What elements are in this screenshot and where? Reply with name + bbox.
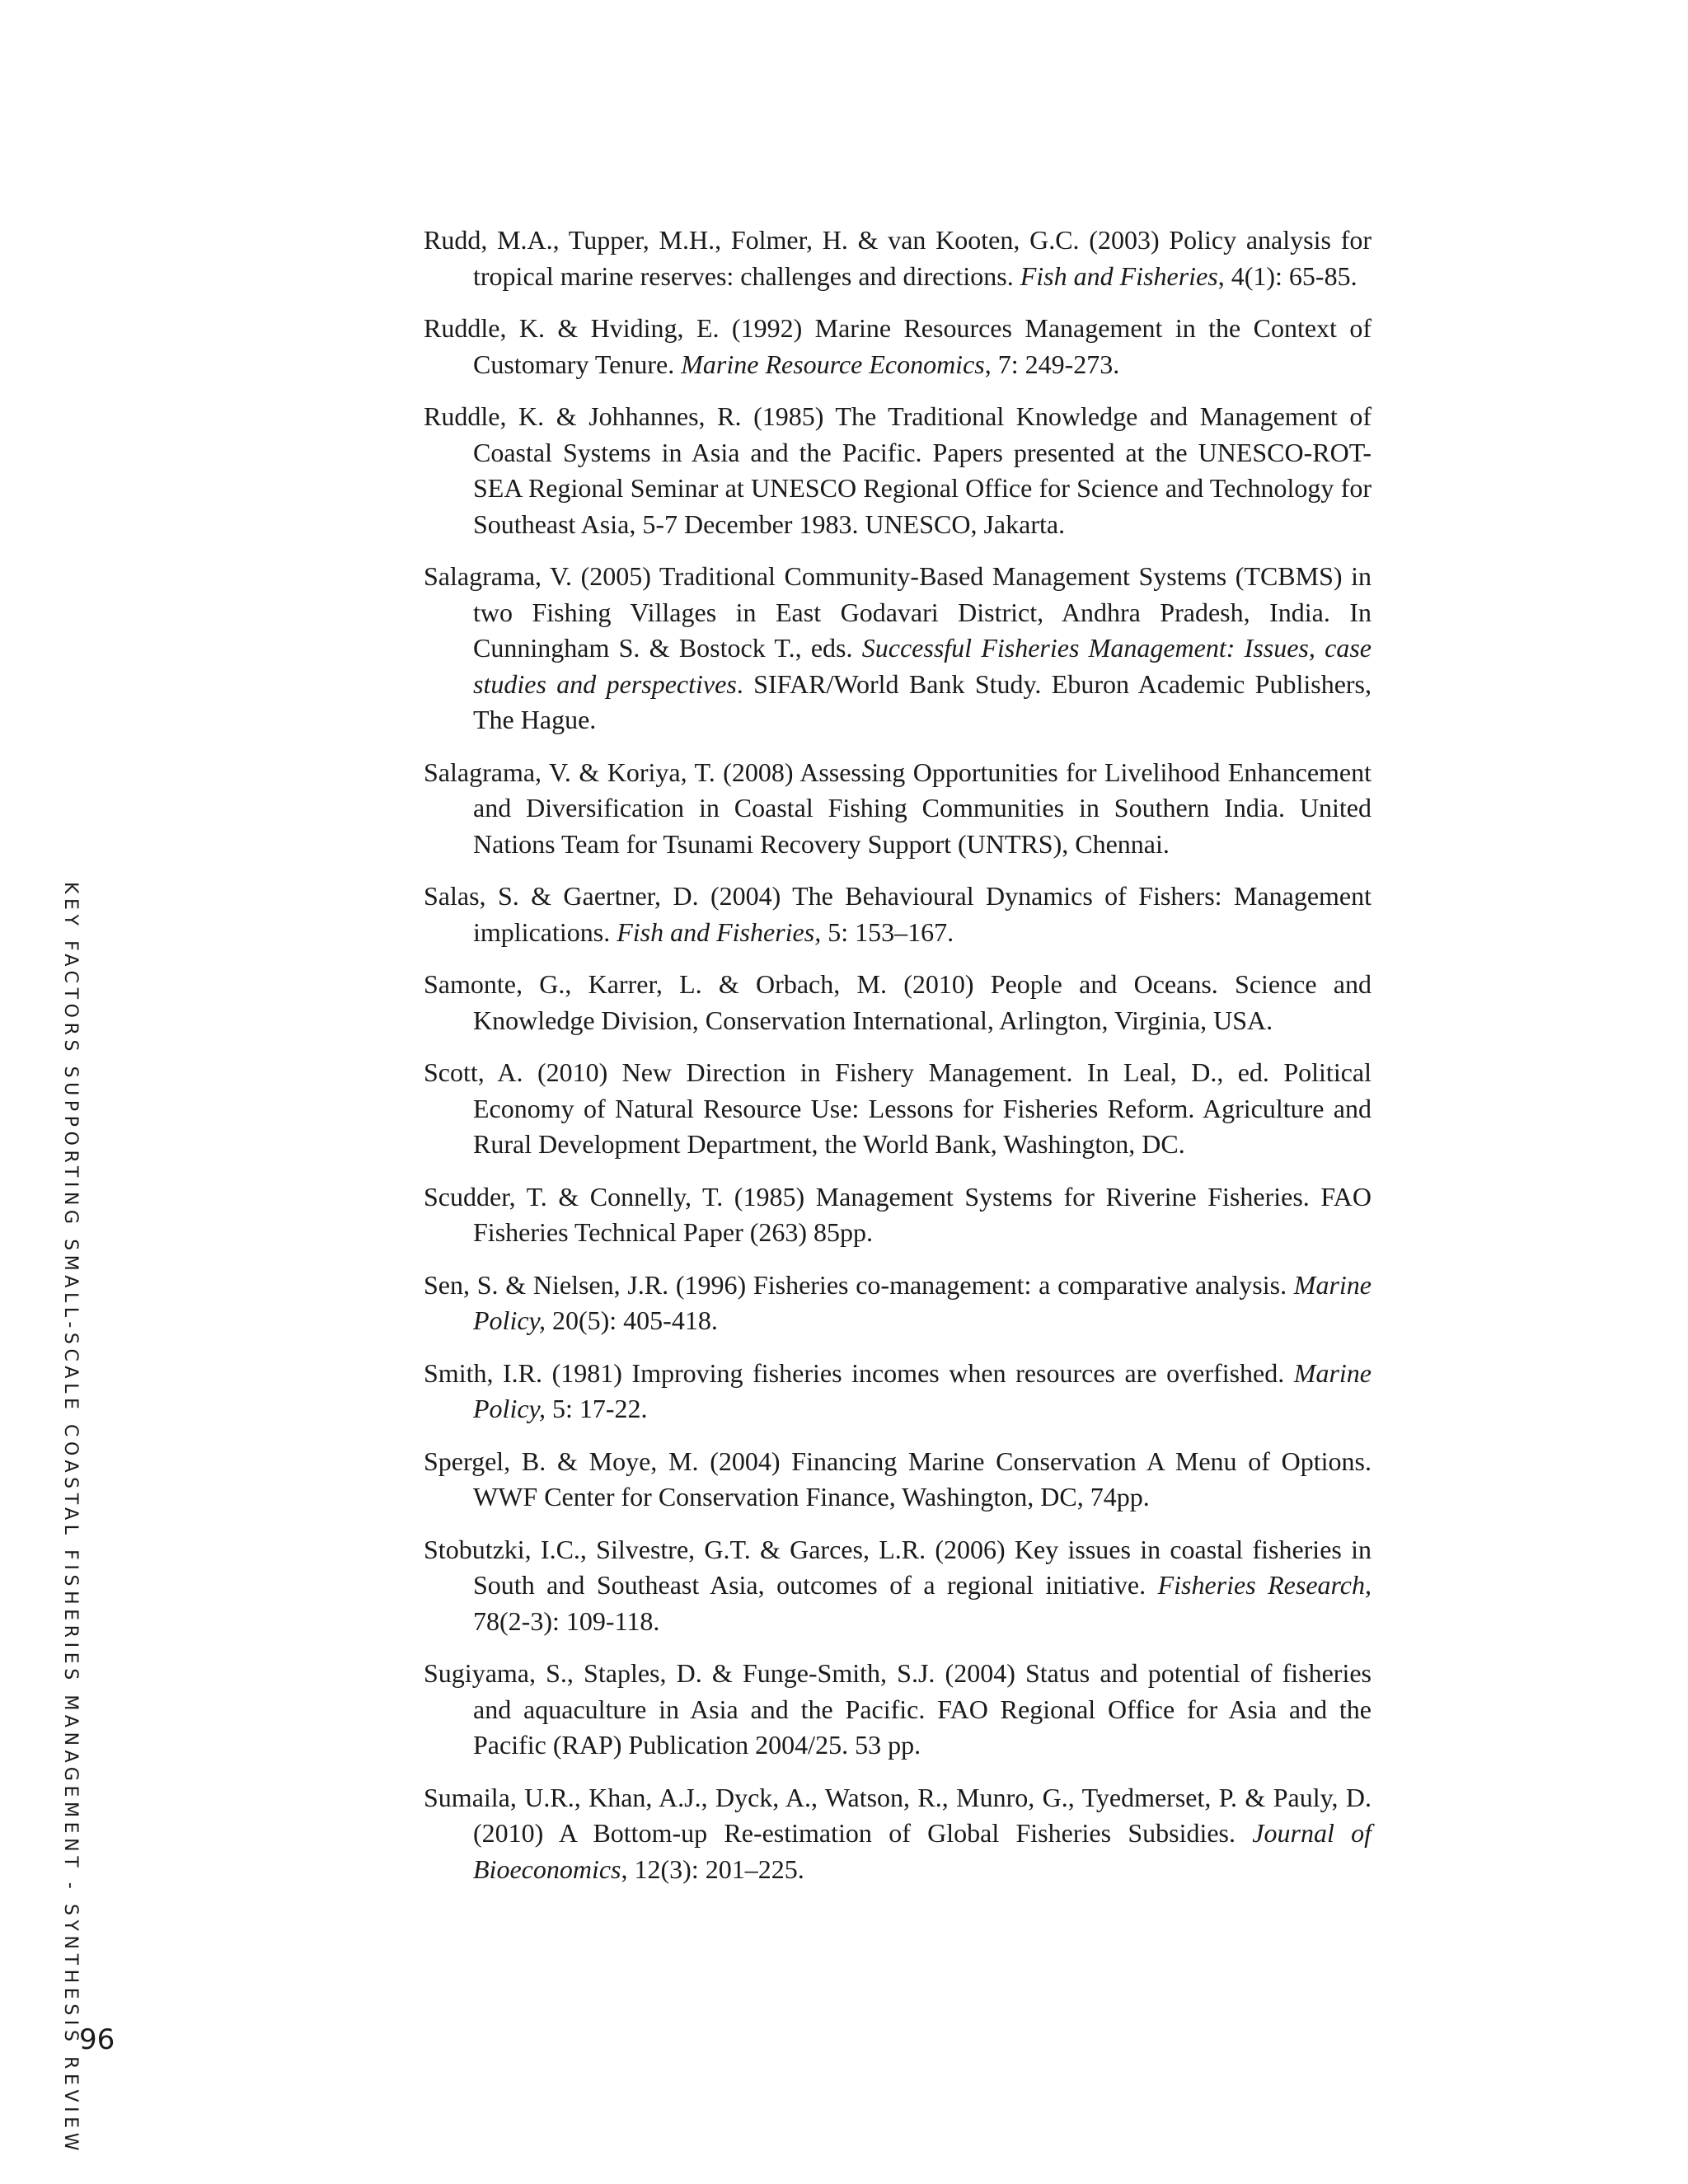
reference-details: 5: 17-22. — [545, 1394, 648, 1423]
reference-details: , 7: 249-273. — [984, 349, 1120, 379]
reference-journal: Fisheries Research, — [1157, 1570, 1372, 1600]
reference-details: 5: 153–167. — [821, 916, 954, 947]
reference-entry — [424, 1055, 1372, 1163]
reference-journal: Fish and Fisheries, — [617, 916, 822, 947]
reference-journal: Marine Policy, — [473, 1357, 1372, 1423]
reference-text: Scudder, T. & Connelly, T. (1985) Management Systems for Riverine Fisheries. FAO Fisheries Technical Paper (263) 85pp. — [424, 1181, 1372, 1247]
reference-entry — [424, 399, 1372, 542]
reference-details: , 12(3): 201–225. — [621, 1854, 804, 1884]
reference-text: Ruddle, K. & Hviding, E. (1992) Marine Resources Management in the Context of Customary Tenure. — [424, 313, 1372, 379]
reference-text: Sen, S. & Nielsen, J.R. (1996) Fisheries co-management: a comparative analysis. — [424, 1269, 1294, 1300]
reference-text: Salas, S. & Gaertner, D. (2004) The Behavioural Dynamics of Fishers: Management implications. — [424, 881, 1372, 947]
reference-entry — [424, 1780, 1372, 1888]
reference-list — [424, 223, 1372, 1904]
reference-entry — [424, 879, 1372, 950]
reference-details: 20(5): 405-418. — [545, 1305, 718, 1335]
reference-text: Salagrama, V. (2005) Traditional Community-Based Management Systems (TCBMS) in two Fishing Villages in East Godavari District, Andhra Pradesh, India. In Cunningham S. & Bostock T., eds. — [424, 561, 1372, 663]
reference-entry — [424, 1444, 1372, 1516]
reference-journal: Fish and Fisheries — [1020, 260, 1218, 291]
reference-text: Scott, A. (2010) New Direction in Fishery Management. In Leal, D., ed. Political Economy of Natural Resource Use: Lessons for Fisheries Reform. Agriculture and Rural Development Department, the World Bank, Washington, DC. — [424, 1057, 1372, 1159]
running-side-title: KEY FACTORS SUPPORTING SMALL-SCALE COASTAL FISHERIES MANAGEMENT - SYNTHESIS REVIEW — [60, 882, 81, 2156]
reference-journal: Journal of Bioeconomics — [473, 1818, 1372, 1884]
reference-text: Samonte, G., Karrer, L. & Orbach, M. (2010) People and Oceans. Science and Knowledge Division, Conservation International, Arlington, Virginia, USA. — [424, 969, 1372, 1035]
reference-text: Rudd, M.A., Tupper, M.H., Folmer, H. & van Kooten, G.C. (2003) Policy analysis for tropical marine reserves: challenges and directions. — [424, 225, 1372, 291]
reference-text: Ruddle, K. & Johhannes, R. (1985) The Traditional Knowledge and Management of Coastal Systems in Asia and the Pacific. Papers presented at the UNESCO-ROT-SEA Regional Seminar at UNESCO Regional Office for Science and Technology for Southeast Asia, 5-7 December 1983. UNESCO, Jakarta. — [424, 401, 1372, 539]
reference-entry — [424, 755, 1372, 863]
reference-text: Stobutzki, I.C., Silvestre, G.T. & Garces, L.R. (2006) Key issues in coastal fisheries in South and Southeast Asia, outcomes of a regional initiative. — [424, 1534, 1372, 1600]
reference-details: , 4(1): 65-85. — [1217, 260, 1357, 291]
reference-journal: Successful Fisheries Management: Issues, case studies and perspectives — [473, 633, 1372, 699]
reference-text: Spergel, B. & Moye, M. (2004) Financing Marine Conservation A Menu of Options. WWF Center for Conservation Finance, Washington, DC, 74pp. — [424, 1446, 1372, 1511]
reference-entry — [424, 1179, 1372, 1251]
reference-entry — [424, 1656, 1372, 1764]
reference-details: 78(2-3): 109-118. — [473, 1605, 660, 1636]
reference-text: Sumaila, U.R., Khan, A.J., Dyck, A., Watson, R., Munro, G., Tyedmerset, P. & Pauly, D. (2010) A Bottom-up Re-estimation of Global Fisheries Subsidies. — [424, 1782, 1372, 1848]
reference-entry — [424, 223, 1372, 294]
reference-details: . SIFAR/World Bank Study. Eburon Academic Publishers, The Hague. — [473, 668, 1372, 734]
reference-entry — [424, 1268, 1372, 1339]
reference-entry — [424, 1532, 1372, 1640]
reference-entry — [424, 311, 1372, 382]
reference-entry — [424, 1356, 1372, 1427]
reference-text: Smith, I.R. (1981) Improving fisheries incomes when resources are overfished. — [424, 1357, 1294, 1388]
reference-entry — [424, 967, 1372, 1038]
reference-entry — [424, 559, 1372, 738]
page-number: 96 — [79, 2023, 115, 2056]
reference-text: Sugiyama, S., Staples, D. & Funge-Smith, S.J. (2004) Status and potential of fisheries and aquaculture in Asia and the Pacific. FAO Regional Office for Asia and the Pacific (RAP) Publication 2004/25. 53 pp. — [424, 1658, 1372, 1760]
reference-journal: Marine Resource Economics — [681, 349, 985, 379]
reference-journal: Marine Policy, — [473, 1269, 1372, 1335]
reference-text: Salagrama, V. & Koriya, T. (2008) Assessing Opportunities for Livelihood Enhancement and Diversification in Coastal Fishing Communities in Southern India. United Nations Team for Tsunami Recovery Support (UNTRS), Chennai. — [424, 757, 1372, 859]
